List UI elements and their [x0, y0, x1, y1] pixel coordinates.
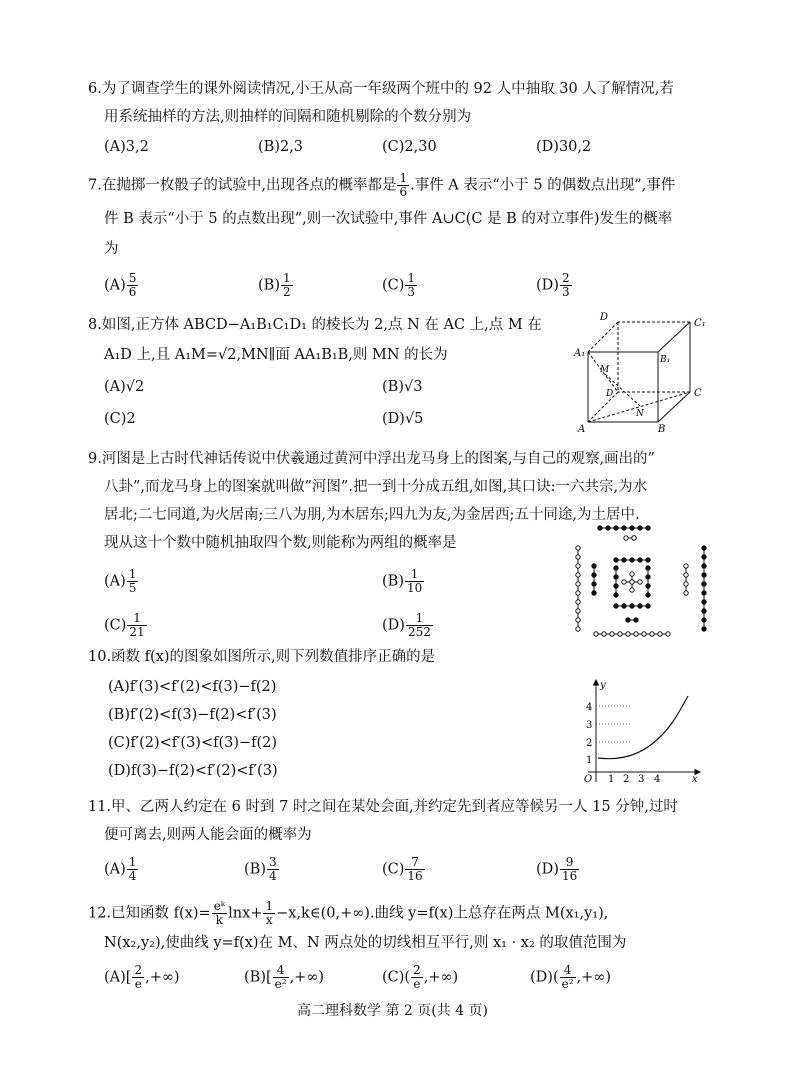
q8-option-c: (C)2	[104, 411, 136, 427]
q12-fraction-1x: $\frac{1}{x}$	[265, 899, 274, 927]
q8-option-a: (A)√2	[104, 379, 145, 395]
hetu-center-right-dot	[646, 584, 650, 588]
hetu-center-bottom-dot	[646, 604, 650, 608]
q10-option-c: (C)f′(2)<f′(3)<f(3)−f(2)	[108, 735, 278, 751]
q9-option-b: (B) $\frac{1}{10}$	[382, 567, 423, 595]
q12-option-c: (C)( $\frac{2}{e}$ ,+∞)	[382, 963, 459, 991]
q11-line2: 便可离去,则两人能会面的概率为	[104, 827, 312, 843]
q12-option-d: (D)( $\frac{4}{\text{e²}}$ ,+∞)	[530, 963, 612, 991]
hetu-left-eight-dot	[576, 573, 580, 577]
hetu-right-four-dot	[684, 582, 688, 586]
hetu-right-nine-dot	[702, 600, 706, 604]
q6-option-a: (A)3,2	[104, 139, 149, 155]
hetu-left-eight-dot	[576, 618, 580, 622]
hetu-bottom-ten-dot	[610, 632, 614, 636]
hetu-center-top-dot	[614, 558, 618, 562]
hetu-top-seven-dot	[630, 526, 634, 530]
hetu-right-four-dot	[684, 591, 688, 595]
q9-option-c: (C) $\frac{1}{21}$	[104, 611, 145, 639]
hetu-center-right-dot	[646, 566, 650, 570]
hetu-right-nine-dot	[702, 573, 706, 577]
hetu-left-eight-dot	[576, 627, 580, 631]
graph-xtick-4: 4	[654, 774, 661, 785]
q7-option-d: (D) $\frac{2}{3}$	[536, 271, 570, 299]
q10-option-b: (B)f′(2)<f(3)−f(2)<f′(3)	[108, 707, 277, 723]
graph-ytick-4: 4	[586, 702, 593, 713]
hetu-right-nine-dot	[702, 555, 706, 559]
graph-ytick-1: 1	[586, 755, 593, 766]
label-B1: B₁	[660, 355, 671, 365]
hetu-left-eight-dot	[576, 555, 580, 559]
hetu-bottom-ten-dot	[642, 632, 646, 636]
hetu-center-five-h-dot	[622, 580, 626, 584]
hetu-center-five-v-dot	[630, 572, 634, 576]
page-footer: 高二理科数学 第 2 页(共 4 页)	[297, 1003, 488, 1019]
hetu-center-five-h-dot	[630, 580, 634, 584]
hetu-right-nine-dot	[702, 564, 706, 568]
cube-figure	[570, 310, 710, 436]
hetu-right-nine-dot	[702, 591, 706, 595]
label-B: B	[658, 424, 666, 435]
hetu-top-seven-dot	[622, 526, 626, 530]
q11-option-b: (B) $\frac{3}{4}$	[244, 855, 277, 883]
q7-line3: 为	[104, 241, 119, 257]
q7-line2: 件 B 表示“小于 5 的点数出现”,则一次试验中,事件 A∪C(C 是 B 的对立事件)发生的概率	[104, 211, 673, 227]
q11-option-a: (A) $\frac{1}{4}$	[104, 855, 137, 883]
hetu-center-top-dot	[630, 558, 634, 562]
hetu-top-seven-dot	[646, 526, 650, 530]
hetu-bottom-ten-dot	[618, 632, 622, 636]
hetu-top-seven-dot	[598, 526, 602, 530]
hetu-bottom-one-dot	[634, 618, 638, 622]
graph-xtick-3: 3	[638, 774, 645, 785]
q7-line1: 7.在抛掷一枚骰子的试验中,出现各点的概率都是 $\frac{1}{6}$ .事件 A 表示“小于 5 的偶数点出现”,事件	[88, 171, 676, 199]
label-D1: D	[606, 389, 614, 399]
hetu-top-two-b-dot	[632, 536, 636, 540]
hetu-right-nine-dot	[702, 618, 706, 622]
hetu-center-left-dot	[614, 566, 618, 570]
hetu-bottom-one-dot	[626, 618, 630, 622]
q9-option-d: (D) $\frac{1}{252}$	[382, 611, 431, 639]
hetu-center-left-dot	[614, 575, 618, 579]
hetu-left-eight-dot	[576, 609, 580, 613]
q9-option-a: (A) $\frac{1}{5}$	[104, 567, 137, 595]
hetu-right-four-dot	[684, 564, 688, 568]
q7-option-b: (B) $\frac{1}{2}$	[258, 271, 291, 299]
q6-line1: 6.为了调查学生的课外阅读情况,小王从高一年级两个班中的 92 人中抽取 30 人了解情况,若	[88, 81, 674, 97]
hetu-bottom-ten-dot	[658, 632, 662, 636]
hetu-diagram	[566, 520, 716, 642]
hetu-bottom-ten-dot	[650, 632, 654, 636]
q6-option-d: (D)30,2	[536, 139, 592, 155]
hetu-center-bottom-dot	[638, 604, 642, 608]
q12-line2: N(x₂,y₂),使曲线 y=f(x)在 M、N 两点处的切线相互平行,则 x₁ · x₂ 的取值范围为	[104, 935, 627, 951]
hetu-left-eight-dot	[576, 591, 580, 595]
q7-option-a: (A) $\frac{5}{6}$	[104, 271, 137, 299]
q6-option-c: (C)2,30	[382, 139, 437, 155]
label-D: D	[600, 312, 609, 323]
q10-line1: 10.函数 f(x)的图象如图所示,则下列数值排序正确的是	[88, 649, 436, 665]
label-N: N	[636, 409, 644, 419]
q8-line2: A₁D 上,且 A₁M=√2,MN∥面 AA₁B₁B,则 MN 的长为	[104, 347, 448, 363]
hetu-left-eight-dot	[576, 564, 580, 568]
graph-origin: O	[584, 774, 593, 785]
label-A: A	[578, 424, 586, 435]
q11-option-c: (C) $\frac{7}{16}$	[382, 855, 423, 883]
graph-ytick-2: 2	[586, 738, 593, 749]
hetu-center-left-dot	[614, 593, 618, 597]
graph-xtick-2: 2	[623, 774, 630, 785]
q9-line3: 居北;二七同道,为火居南;三八为朋,为木居东;四九为友,为金居西;五十同途,为土居中.	[104, 507, 640, 523]
hetu-left-three-dot	[592, 582, 596, 586]
hetu-center-five-v-dot	[630, 588, 634, 592]
q9-line1: 9.河图是上古时代神话传说中伏羲通过黄河中浮出龙马身上的图案,与自己的观察,画出的”	[88, 451, 655, 467]
hetu-top-two-b-dot	[624, 536, 628, 540]
q7-fraction: $\frac{1}{6}$	[399, 171, 408, 199]
graph-ytick-3: 3	[586, 720, 593, 731]
q8-option-d: (D)√5	[382, 411, 424, 427]
q10-option-d: (D)f(3)−f(2)<f′(2)<f′(3)	[108, 763, 278, 779]
q8-line1: 8.如图,正方体 ABCD−A₁B₁C₁D₁ 的棱长为 2,点 N 在 AC 上,点 M 在	[88, 317, 542, 333]
q11-line1: 11.甲、乙两人约定在 6 时到 7 时之间在某处会面,并约定先到者应等候另一人 15 分钟,过时	[88, 799, 678, 815]
q12-line1: 12.已知函数 f(x)= $\frac{\text{eᵏ}}{k}$ lnx+ $\frac{1}{x}$ −x,k∈(0,+∞).曲线 y=f(x)上总存在两点 M(x₁,y₁),	[88, 899, 609, 927]
hetu-left-three-dot	[592, 573, 596, 577]
q6-line2: 用系统抽样的方法,则抽样的间隔和随机剔除的个数分别为	[104, 109, 472, 125]
q9-line4: 现从这十个数中随机抽取四个数,则能称为两组的概率是	[104, 535, 457, 551]
label-A1: A₁	[574, 348, 586, 359]
q12-option-a: (A)[ $\frac{2}{e}$ ,+∞)	[104, 963, 180, 991]
hetu-left-eight-dot	[576, 546, 580, 550]
hetu-bottom-ten-dot	[626, 632, 630, 636]
hetu-right-four-dot	[684, 573, 688, 577]
q10-option-a: (A)f′(3)<f′(2)<f(3)−f(2)	[108, 679, 277, 695]
hetu-left-eight-dot	[576, 600, 580, 604]
hetu-bottom-ten-dot	[666, 632, 670, 636]
q9-line2: 八卦”,而龙马身上的图案就叫做”河图”.把一到十分成五组,如图,其口诀:一六共宗,为水	[104, 479, 648, 495]
hetu-center-left-dot	[614, 584, 618, 588]
label-C: C	[694, 388, 702, 399]
hetu-right-nine-dot	[702, 546, 706, 550]
graph-ylabel: y	[600, 680, 606, 691]
q6-option-b: (B)2,3	[258, 139, 304, 155]
hetu-right-nine-dot	[702, 582, 706, 586]
hetu-right-nine-dot	[702, 609, 706, 613]
hetu-center-bottom-dot	[622, 604, 626, 608]
hetu-bottom-ten-dot	[634, 632, 638, 636]
q11-option-d: (D) $\frac{9}{16}$	[536, 855, 578, 883]
hetu-right-nine-dot	[702, 627, 706, 631]
function-graph	[574, 674, 704, 786]
graph-xlabel: x	[692, 774, 698, 785]
hetu-bottom-ten-dot	[602, 632, 606, 636]
hetu-bottom-ten-dot	[594, 632, 598, 636]
hetu-center-top-dot	[622, 558, 626, 562]
q12-fraction-ek: $\frac{\text{eᵏ}}{k}$	[213, 899, 226, 927]
q8-option-b: (B)√3	[382, 379, 423, 395]
graph-xtick-1: 1	[608, 774, 615, 785]
hetu-top-seven-dot	[606, 526, 610, 530]
label-C1: C₁	[694, 318, 706, 329]
hetu-center-top-dot	[638, 558, 642, 562]
hetu-left-eight-dot	[576, 582, 580, 586]
hetu-center-five-h-dot	[638, 580, 642, 584]
hetu-left-three-dot	[592, 591, 596, 595]
hetu-center-right-dot	[646, 575, 650, 579]
label-M: M	[600, 365, 610, 375]
q7-option-c: (C) $\frac{1}{3}$	[382, 271, 416, 299]
hetu-top-seven-dot	[614, 526, 618, 530]
hetu-center-top-dot	[646, 558, 650, 562]
hetu-top-seven-dot	[638, 526, 642, 530]
hetu-center-bottom-dot	[614, 604, 618, 608]
hetu-center-bottom-dot	[630, 604, 634, 608]
hetu-center-right-dot	[646, 593, 650, 597]
q12-option-b: (B)[ $\frac{4}{\text{e²}}$ ,+∞)	[244, 963, 325, 991]
hetu-left-three-dot	[592, 564, 596, 568]
